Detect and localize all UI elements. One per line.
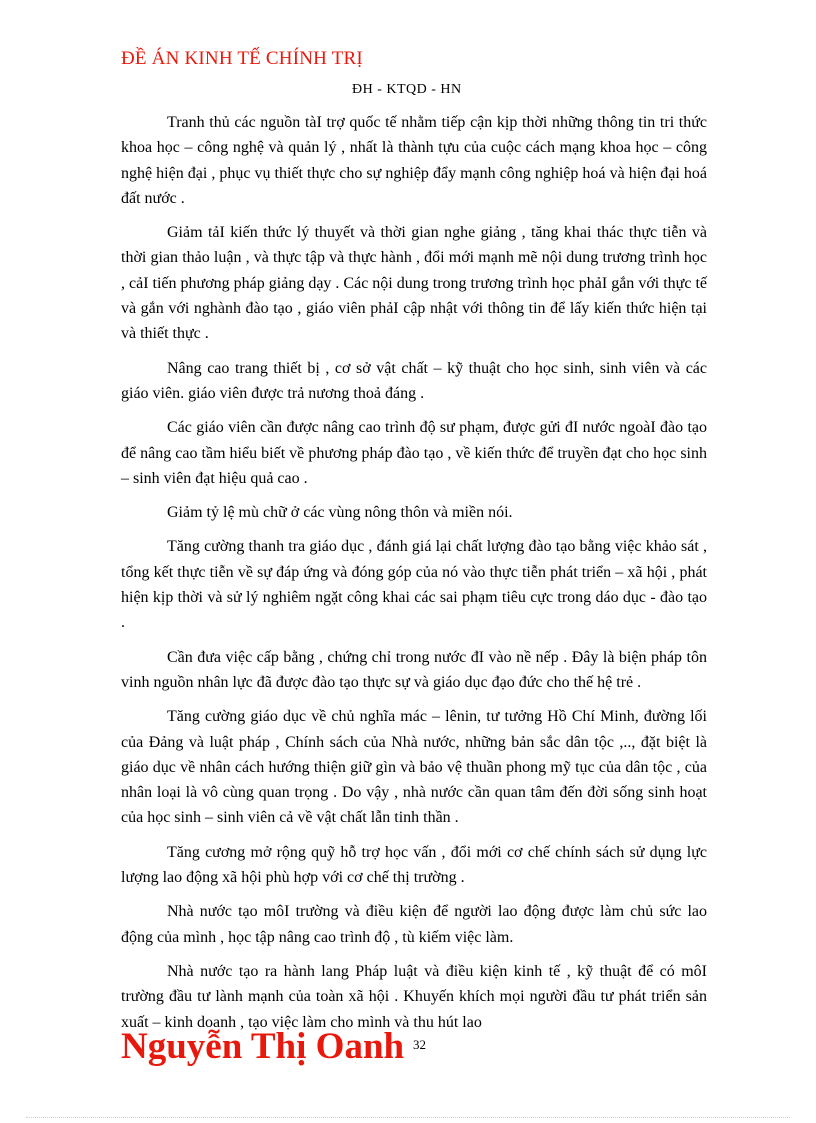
body-text (121, 110, 707, 1044)
paragraph: Cần đưa việc cấp bằng , chứng chỉ trong nước đI vào nề nếp . Đây là biện pháp tôn vinh nguồn nhân lực đã được đào tạo thực sự và giáo dục đạo đức cho thế hệ trẻ . (121, 648, 707, 691)
paragraph: Các giáo viên cần được nâng cao trình độ sư phạm, được gửi đI nước ngoàI đào tạo để nâng cao tầm hiểu biết về phương pháp đào tạo , về kiến thức để truyền đạt cho học sinh – sinh viên đạt hiệu quả cao . (121, 419, 707, 487)
document-subtitle: ĐH - KTQD - HN (352, 82, 462, 97)
footer-divider (26, 1117, 790, 1118)
paragraph: Nhà nước tạo môI trường và điều kiện để người lao động được làm chủ sức lao động của mình , học tập nâng cao trình độ , tù kiếm việc làm. (121, 903, 707, 946)
page-number: 32 (413, 1037, 426, 1052)
paragraph: Nâng cao trang thiết bị , cơ sở vật chất – kỹ thuật cho học sinh, sinh viên và các giáo viên. giáo viên được trả nương thoả đáng . (121, 359, 707, 402)
paragraph: Giảm tảI kiến thức lý thuyết và thời gian nghe giảng , tăng khai thác thực tiễn và thời gian thảo luận , và thực tập và thực hành , đổi mới mạnh mẽ nội dung trương trình học , cảI tiến phương pháp giảng dạy . Các nội dung trong trương trình học phảI gắn với thực tế và gắn với nghành đào tạo , giáo viên phảI cập nhật với thông tin để lấy kiến thức hiện tại và thiết thực . (121, 224, 707, 343)
paragraph: Tranh thủ các nguồn tàI trợ quốc tế nhằm tiếp cận kịp thời những thông tin tri thức khoa học – công nghệ và quản lý , nhất là thành tựu của cuộc cách mạng khoa học – công nghệ hiện đại , phục vụ thiết thực cho sự nghiệp đẩy mạnh công nghiệp hoá và hiện đại hoá đất nước . (121, 114, 707, 207)
paragraph: Tăng cương mở rộng quỹ hỗ trợ học vấn , đổi mới cơ chế chính sách sử dụng lực lượng lao động xã hội phù hợp với cơ chế thị trường . (121, 843, 707, 887)
footer-author-name: Nguyễn Thị Oanh (121, 1026, 405, 1067)
paragraph: Tăng cường thanh tra giáo dục , đánh giá lại chất lượng đào tạo bằng việc khảo sát , tổng kết thực tiễn về sự đáp ứng và đóng góp của nó vào thực tiễn phát triển – xã hội , phát hiện kịp thời và sử lý nghiêm ngặt công khai các sai phạm tiêu cực trong dáo dục - đào tạo . (121, 538, 707, 632)
document-title: ĐỀ ÁN KINH TẾ CHÍNH TRỊ (121, 48, 363, 69)
paragraph: Tăng cường giáo dục về chủ nghĩa mác – lênin, tư tưởng Hồ Chí Minh, đường lối của Đảng và luật pháp , Chính sách của Nhà nước, những bản sắc dân tộc ,.., đặt biệt là giáo dục về nhân cách hướng thiện giữ gìn và bảo vệ thuần phong mỹ tục của dân tộc , của nhân loại là vô cùng quan trọng . Do vậy , nhà nước cần quan tâm đến đời sống sinh hoạt của học sinh – sinh viên cả về vật chất lẫn tinh thần . (121, 708, 707, 827)
paragraph: Nhà nước tạo ra hành lang Pháp luật và điều kiện kinh tế , kỹ thuật để có môI trường đầu tư lành mạnh của toàn xã hội . Khuyến khích mọi người đầu tư phát triển sản xuất – kinh doanh , tạo việc làm cho mình và thu hút lao (121, 962, 707, 1031)
paragraph: Giảm tỷ lệ mù chữ ở các vùng nông thôn và miền nói. (167, 504, 513, 522)
